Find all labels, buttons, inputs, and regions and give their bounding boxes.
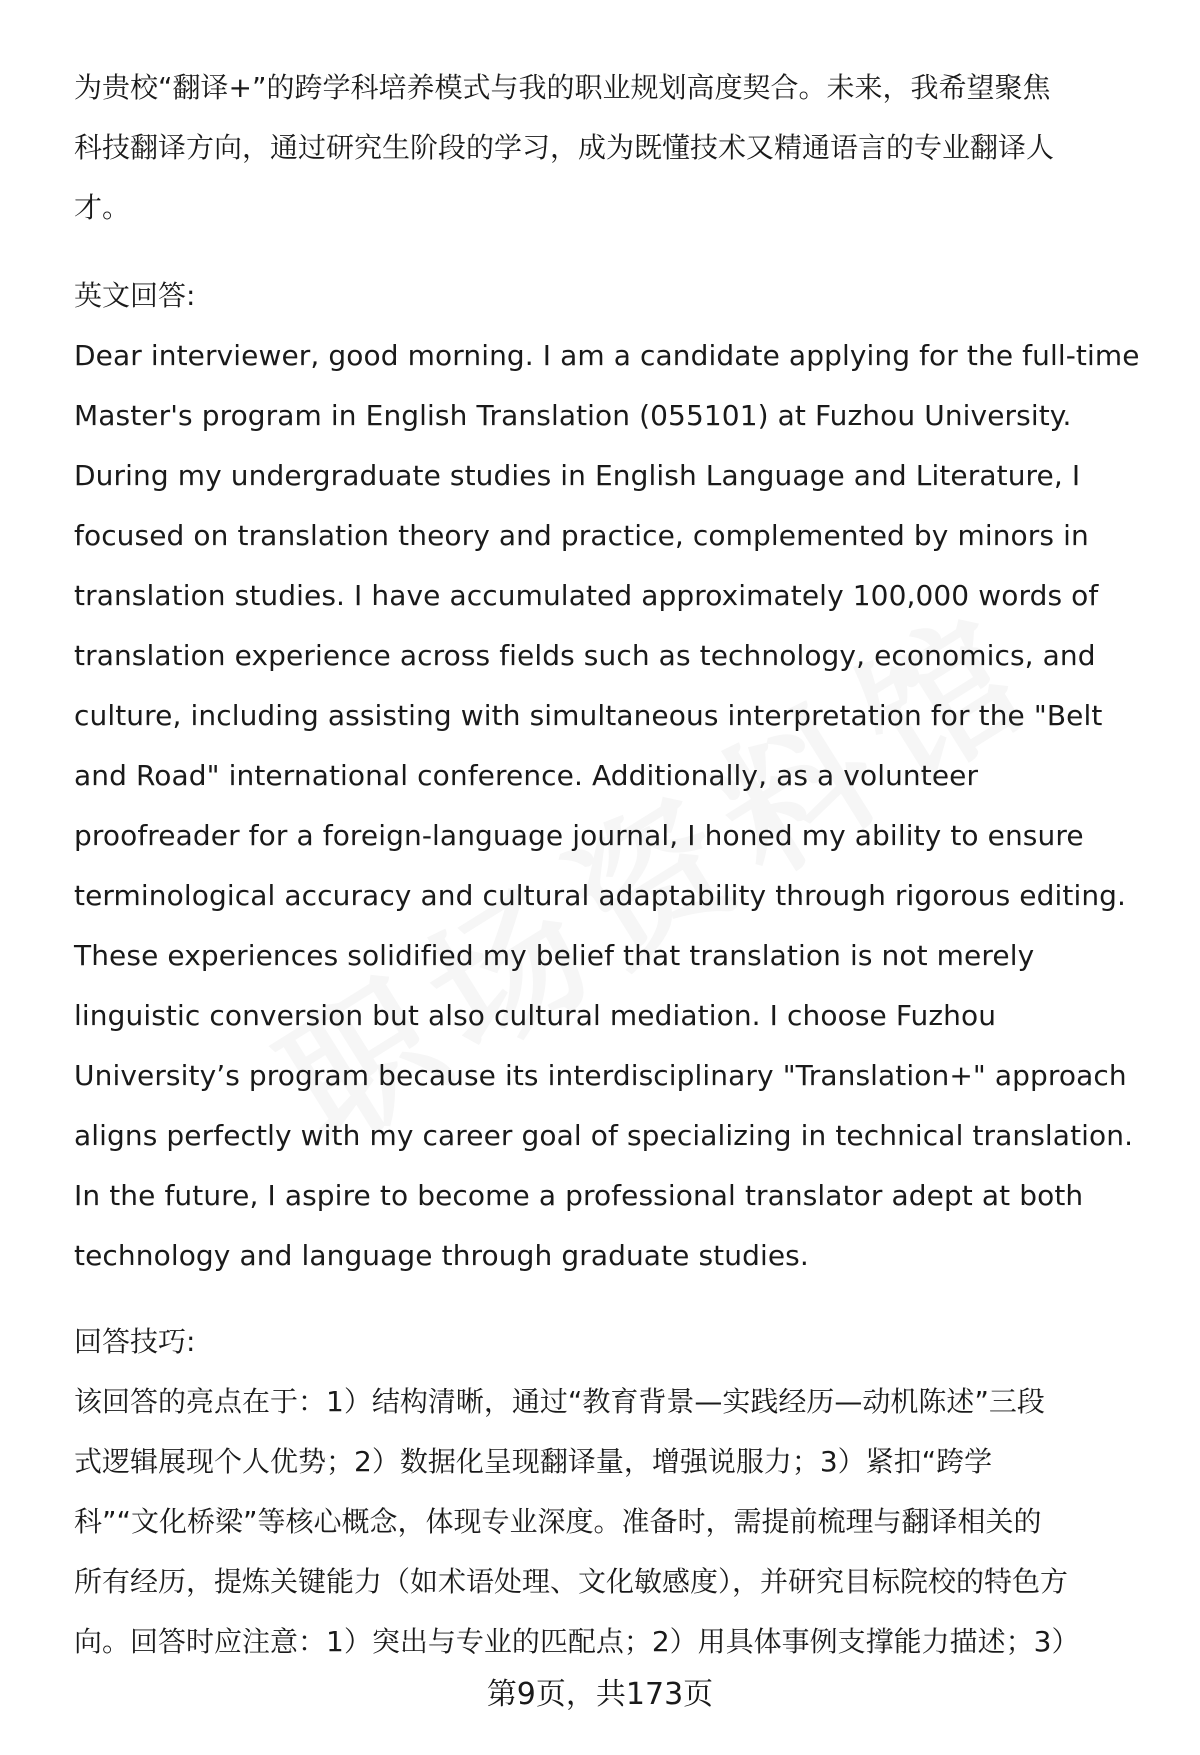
tips-paragraph: 该回答的亮点在于：1）结构清晰，通过“教育背景—实践经历—动机陈述”三段 式逻辑展现个人优势；2）数据化呈现翻译量，增强说服力；3）紧扣“跨学 科”“文化桥梁”等核心概念，体现专业深度。准备时，需提前梳理与翻译相关的 所有经历，提炼关键能力（如术语处理、文化敏感度），并研究目标院校的特色方 向。回答时应注意：1）突出与专业的匹配点；2）用具体事例支撑能力描述；3） bbox=[74, 1385, 1080, 1658]
english-answer-paragraph: Dear interviewer, good morning. I am a candidate applying for the full-time Master's program in English Translation (055101) at Fuzhou University. During my undergraduate studies in English Language and Literature, I focused on translation theory and practice, complemented by minors in translation studies. I have accumulated approximately 100,000 words of translation experience across fields such as technology, economics, and culture, including assisting with simultaneous interpretation for the "Belt and Road" international conference. Additionally, as a volunteer proofreader for a foreign-language journal, I honed my ability to ensure terminological accuracy and cultural adaptability through rigorous editing. These experiences solidified my belief that translation is not merely linguistic conversion but also cultural mediation. I choose Fuzhou University’s program because its interdisciplinary "Translation+" approach aligns perfectly with my career goal of specializing in technical translation. In the future, I aspire to become a professional translator adept at both technology and language through graduate studies. bbox=[74, 339, 1140, 1272]
tips-label: 回答技巧: bbox=[74, 1325, 196, 1358]
english-answer-label: 英文回答: bbox=[74, 279, 196, 312]
page-indicator: 第9页，共173页 bbox=[486, 1677, 714, 1712]
intro-paragraph-cn: 为贵校“翻译+”的跨学科培养模式与我的职业规划高度契合。未来，我希望聚焦 科技翻译方向，通过研究生阶段的学习，成为既懂技术又精通语言的专业翻译人 才。 bbox=[74, 71, 1055, 224]
document-content bbox=[74, 58, 1154, 1672]
